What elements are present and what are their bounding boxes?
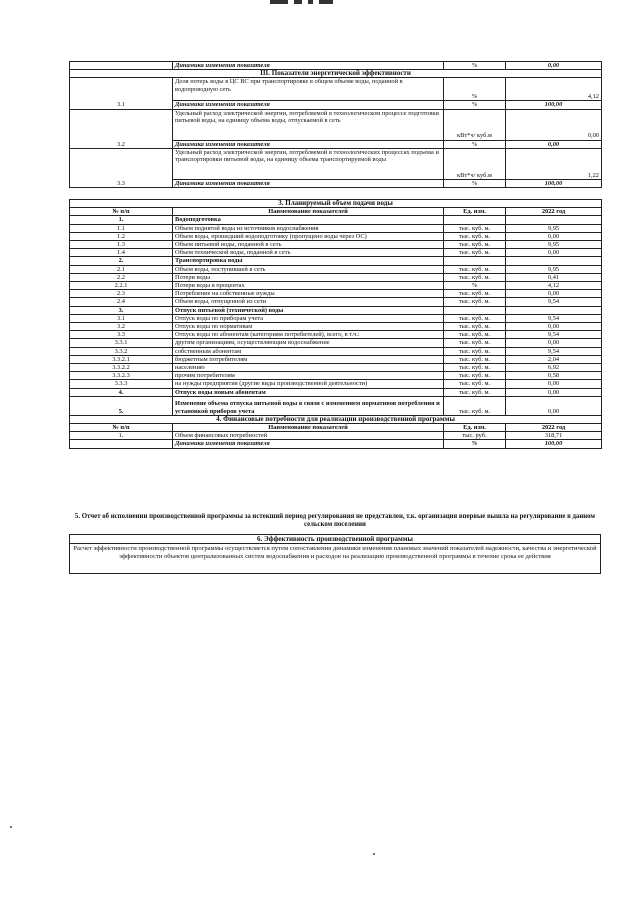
column-header-year: 2022 год [506,208,602,216]
unit-cell: % [444,101,506,109]
column-header-name: Наименование показателей [173,424,444,432]
row-name: прочим потребителям [173,372,444,380]
unit-cell: кВт*ч/ куб.м [444,109,506,140]
row-number: 2.1 [70,265,173,273]
row-name: Объем питьевой воды, поданной в сеть [173,241,444,249]
dynamics-label: Динамика изменения показателя [173,140,444,148]
row-number: 2.2.1 [70,282,173,290]
row-name: Транспортировка воды [173,257,444,265]
column-header-number: № п/п [70,424,173,432]
row-value: 9,95 [506,241,602,249]
row-name: Объем финансовых потребностей [173,432,444,440]
row-unit: тыс. руб. [444,432,506,440]
energy-efficiency-table [69,61,602,188]
row-name: Объем технической воды, поданной в сеть [173,249,444,257]
dynamics-label: Динамика изменения показателя [173,101,444,109]
table-row [70,282,602,290]
row-unit: тыс. куб. м. [444,388,506,396]
row-number: 1. [70,216,173,224]
row-name: Отпуск воды по приборам учета [173,314,444,322]
row-number: 3.3.2.2 [70,364,173,372]
table-row [70,347,602,355]
row-value: 9,54 [506,331,602,339]
row-number: 2.4 [70,298,173,306]
row-value [506,306,602,314]
row-unit: тыс. куб. м. [444,364,506,372]
row-unit: тыс. куб. м. [444,396,506,415]
row-unit: тыс. куб. м. [444,265,506,273]
row-unit: тыс. куб. м. [444,380,506,388]
section-title: 3. Планируемый объем подачи воды [70,200,602,208]
row-value: 9,54 [506,347,602,355]
unit-cell: % [444,62,506,70]
row-number: 1. [70,432,173,440]
row-value [506,216,602,224]
row-number: 3.1 [70,78,173,109]
row-unit: тыс. куб. м. [444,331,506,339]
dynamics-label: Динамика изменения показателя [173,179,444,187]
table-row [70,257,602,265]
row-number [70,440,173,448]
row-unit: тыс. куб. м. [444,339,506,347]
table-row [70,216,602,224]
table-row [70,323,602,331]
row-value: 100,00 [506,440,602,448]
row-unit [444,216,506,224]
row-number: 5. [70,396,173,415]
row-value: 9,95 [506,224,602,232]
table-row [70,314,602,322]
table-row [70,331,602,339]
unit-cell: кВт*ч/ куб.м [444,148,506,179]
row-value: 318,71 [506,432,602,440]
row-text: Удельный расход электрической энергии, потребляемой в технологических процессах подъема и транспортировки питьевой воды, на единицу объема транспортируемой воды [173,148,444,179]
table-header-row [70,424,602,432]
row-value: 0,00 [506,396,602,415]
row-value: 0,00 [506,388,602,396]
section-title: 6. Эффективность производственной программы [70,535,600,544]
row-number: 4. [70,388,173,396]
row-value: 4,12 [506,282,602,290]
value-cell: 0,00 [506,62,602,70]
row-number: 2.3 [70,290,173,298]
row-value: 0,41 [506,273,602,281]
row-unit: тыс. куб. м. [444,241,506,249]
table-row [70,249,602,257]
row-number: 3.3.1 [70,339,173,347]
row-name: бюджетным потребителям [173,355,444,363]
row-number: 1.3 [70,241,173,249]
row-number: 2.2 [70,273,173,281]
row-value: 0,00 [506,249,602,257]
row-number: 3.3.3 [70,380,173,388]
energy-row [70,78,602,101]
row-value: 0,00 [506,290,602,298]
scan-speck [373,853,375,855]
top-dynamics-row [70,62,602,70]
row-unit [444,257,506,265]
row-value: 0,00 [506,232,602,240]
column-header-unit: Ед. изм. [444,208,506,216]
row-value: 2,04 [506,355,602,363]
scan-speck [10,826,12,828]
row-name: населению [173,364,444,372]
table-row [70,306,602,314]
row-unit: тыс. куб. м. [444,323,506,331]
row-number: 3.1 [70,314,173,322]
row-name: Объем воды, поступившей в сеть [173,265,444,273]
table-row [70,224,602,232]
value-cell: 4,12 [506,78,602,101]
column-header-unit: Ед. изм. [444,424,506,432]
row-text: Доля потерь воды в ЦС ВС при транспортировке в общем объеме воды, поданной в водопроводную сеть [173,78,444,101]
column-header-number: № п/п [70,208,173,216]
table-row [70,372,602,380]
row-unit: тыс. куб. м. [444,290,506,298]
table-header-row [70,208,602,216]
row-number: 2. [70,257,173,265]
row-value: 9,95 [506,265,602,273]
row-name: другим организациям, осуществляющим водоснабжение [173,339,444,347]
table-row [70,298,602,306]
value-cell: 1,22 [506,148,602,179]
row-value: 0,00 [506,339,602,347]
row-unit: тыс. куб. м. [444,224,506,232]
table-row [70,339,602,347]
table-row [70,432,602,440]
row-unit: тыс. куб. м. [444,314,506,322]
table-row [70,290,602,298]
table-row [70,265,602,273]
row-name: Изменение объема отпуска питьевой воды в связи с изменением нормативов потребления и установкой приборов учета [173,396,444,415]
row-name: Отпуск воды по нормативам [173,323,444,331]
row-value [506,257,602,265]
efficiency-text: Расчет эффективности производственной программы осуществляется путем сопоставления динамики изменения плановых значений показателей надежности, качества и энергетической эффективности объектов централизованных систем водоснабжения и расходов на реализацию производственной программы в течение срока ее действия [73,545,597,560]
row-unit: тыс. куб. м. [444,249,506,257]
value-cell: 100,00 [506,179,602,187]
section-title: III. Показатели энергетической эффективности [70,70,602,78]
row-number: 1.1 [70,224,173,232]
row-unit: тыс. куб. м. [444,355,506,363]
row-unit: % [444,282,506,290]
table-row [70,355,602,363]
row-name: Отпуск питьевой (технической) воды [173,306,444,314]
row-unit: тыс. куб. м. [444,298,506,306]
efficiency-section [69,534,601,574]
row-number: 3.3.2 [70,347,173,355]
row-value: 9,54 [506,314,602,322]
row-number: 1.4 [70,249,173,257]
energy-row [70,109,602,140]
row-name: Водоподготовка [173,216,444,224]
column-header-name: Наименование показателей [173,208,444,216]
dynamics-label: Динамика изменения показателя [173,62,444,70]
water-volume-table [69,199,602,449]
row-number: 3.2 [70,323,173,331]
table-row [70,241,602,249]
row-number: 3.2 [70,109,173,148]
row-value: 0,58 [506,372,602,380]
row-number: 1.2 [70,232,173,240]
row-value: 0,00 [506,323,602,331]
row-unit [444,306,506,314]
row-name: на нужды предприятия (другие виды производственной деятельности) [173,380,444,388]
row-name: Объем воды, отпущенной из сети [173,298,444,306]
unit-cell: % [444,78,506,101]
table-row [70,380,602,388]
row-name: Потребление на собственные нужды [173,290,444,298]
unit-cell: % [444,179,506,187]
row-name: Динамика изменения показателя [173,440,444,448]
table-row [70,273,602,281]
column-header-year: 2022 год [506,424,602,432]
row-number: 3.3.2.3 [70,372,173,380]
table-row [70,440,602,448]
row-name: Объем поднятой воды из источников водоснабжения [173,224,444,232]
value-cell: 0,00 [506,109,602,140]
table-row [70,396,602,415]
scan-top-marks [270,0,370,6]
row-unit: тыс. куб. м. [444,372,506,380]
row-text: Удельный расход электрической энергии, потребляемой в технологическом процессе подготовки питьевой воды, на единицу объема воды, отпускаемой в сеть [173,109,444,140]
row-number: 3.3 [70,148,173,187]
report-note: 5. Отчет об исполнении производственной программы за истекший период регулирования не представлен, т.к. организация впервые вышла на регулирование в данном сельском поселении [74,513,596,528]
row-name: Отпуск воды новым абонентам [173,388,444,396]
row-name: Потери воды [173,273,444,281]
value-cell: 0,00 [506,140,602,148]
table-row [70,388,602,396]
row-name: Потери воды в процентах [173,282,444,290]
row-unit: тыс. куб. м. [444,232,506,240]
table-row [70,364,602,372]
row-unit: тыс. куб. м. [444,273,506,281]
row-value: 0,00 [506,380,602,388]
row-value: 6,92 [506,364,602,372]
row-number: 3.3 [70,331,173,339]
row-name: собственным абонентам [173,347,444,355]
value-cell: 100,00 [506,101,602,109]
row-value: 9,54 [506,298,602,306]
energy-row [70,148,602,179]
row-number: 3. [70,306,173,314]
row-name: Объем воды, прошедший водоподготовку (пропущено воды через ОС) [173,232,444,240]
section-title: 4. Финансовые потребности для реализации производственной программы [70,415,602,423]
unit-cell: % [444,140,506,148]
row-number: 3.3.2.1 [70,355,173,363]
row-unit: тыс. куб. м. [444,347,506,355]
row-unit: % [444,440,506,448]
table-row [70,232,602,240]
row-name: Отпуск воды по абонентам (категориям потребителей), всего, в т.ч.: [173,331,444,339]
